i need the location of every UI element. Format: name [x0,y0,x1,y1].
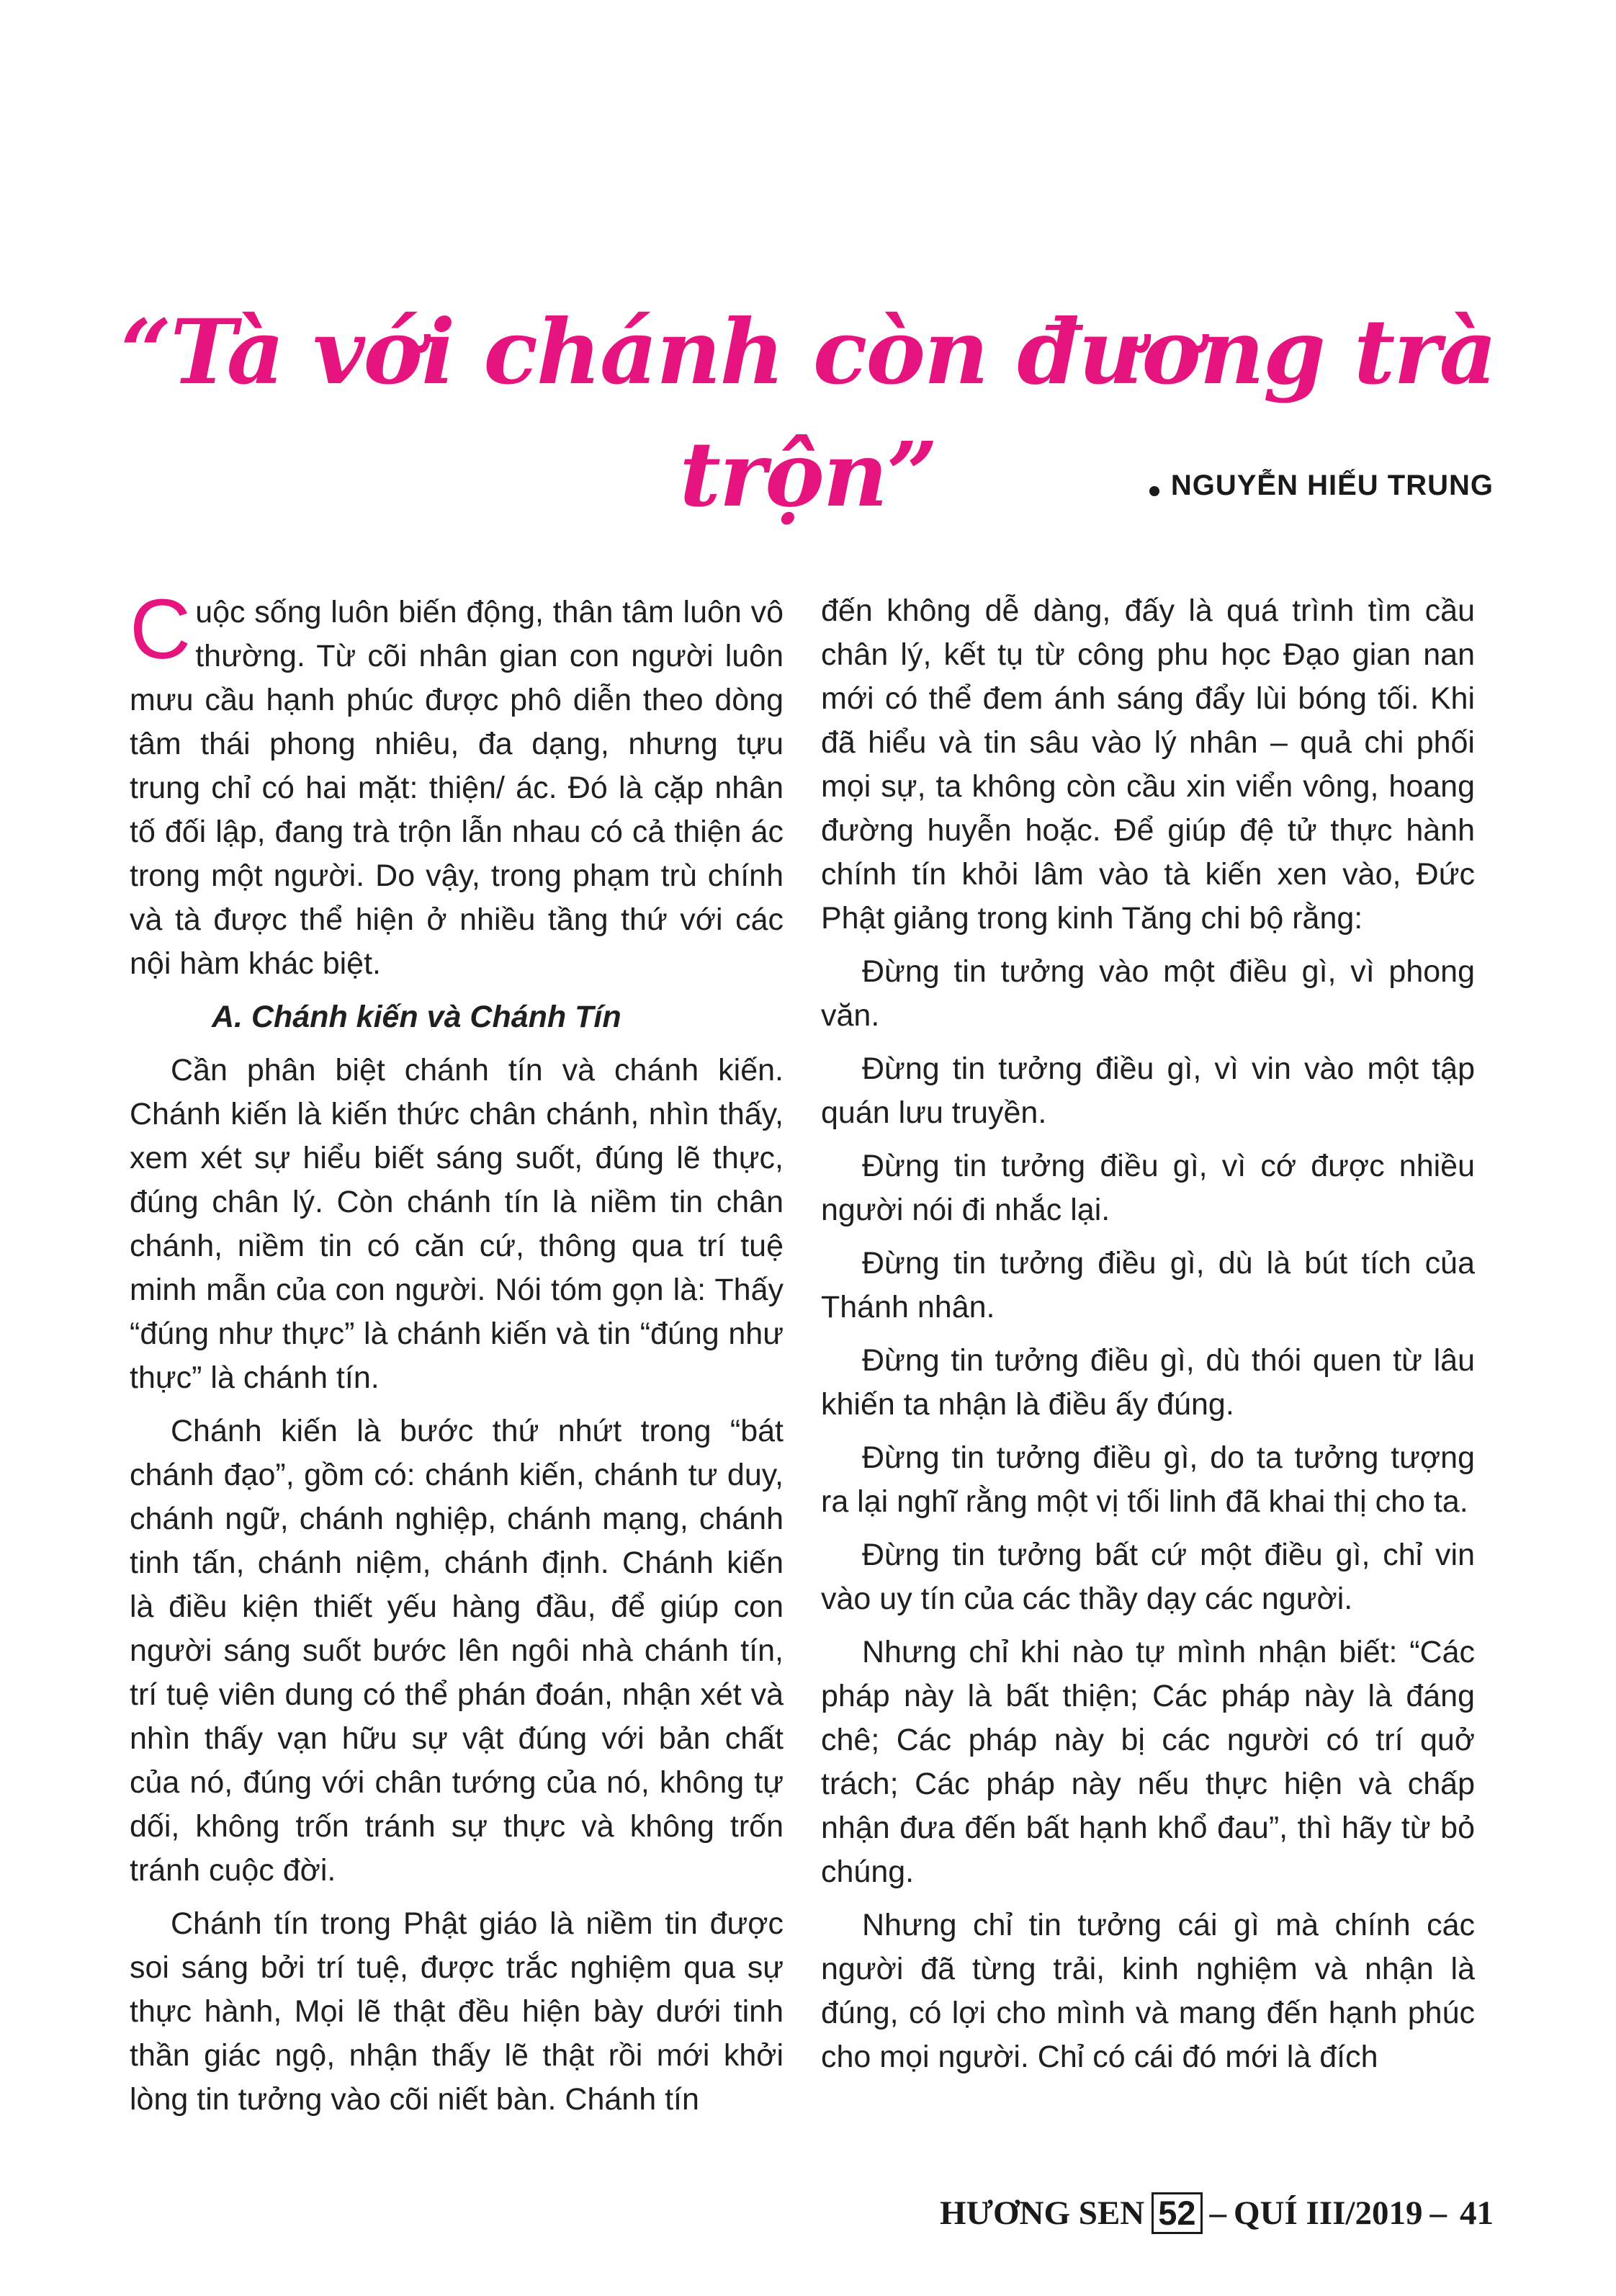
issue-period: QUÍ III/2019 [1234,2194,1423,2232]
continued-paragraph: đến không dễ dàng, đấy là quá trình tìm cầu chân lý, kết tụ từ công phu học Đạo gian nan mới có thể đem ánh sáng đẩy lùi bóng tối. Khi đã hiểu và tin sâu vào lý nhân – quả chi phối mọi sự, ta không còn cầu xin viển vông, hoang đường huyễn hoặc. Để giúp đệ tử thực hành chính tín khỏi lâm vào tà kiến xen vào, Đức Phật giảng trong kinh Tăng chi bộ rằng: [821,593,1475,936]
author-byline [1149,470,1494,502]
page-number: 41 [1460,2194,1494,2232]
right-column [821,589,1475,2109]
left-column [130,582,784,2117]
article-title: “Tà với chánh còn đương trà trộn” [120,300,1496,527]
sutra-quote: Nhưng chỉ khi nào tự mình nhận biết: “Các pháp này là bất thiện; Các pháp này là đáng chê; Các pháp này bị các người có trí quở trách; Các pháp này nếu thực hiện và chấp nhận đưa đến bất hạnh khổ đau”, thì hãy từ bỏ chúng. [821,1635,1475,1889]
page-footer [940,2192,1494,2234]
body-paragraph: Chánh kiến là bước thứ nhứt trong “bát chánh đạo”, gồm có: chánh kiến, chánh tư duy, chánh ngữ, chánh nghiệp, chánh mạng, chánh tinh tấn, chánh niệm, chánh định. Chánh kiến là điều kiện thiết yếu hàng đầu, để giúp con người sáng suốt bước lên ngôi nhà chánh tín, trí tuệ viên dung có thể phán đoán, nhận xét và nhìn thấy vạn hữu sự vật đúng với bản chất của nó, đúng với chân tướng của nó, không tự dối, không trốn tránh sự thực và không trốn tránh cuộc đời. [130,1414,784,1888]
author-name: NGUYỄN HIẾU TRUNG [1170,470,1494,501]
section-heading: A. Chánh kiến và Chánh Tín [212,1000,621,1034]
bullet-icon [1149,486,1159,496]
intro-paragraph [130,582,784,986]
sutra-quote: Đừng tin tưởng điều gì, dù là bút tích của Thánh nhân. [821,1246,1475,1324]
sutra-quote: Đừng tin tưởng điều gì, vì cớ được nhiều người nói đi nhắc lại. [821,1149,1475,1227]
magazine-name: HƯƠNG SEN [940,2194,1145,2232]
footer-separator: – [1429,2194,1447,2232]
sutra-quote: Đừng tin tưởng điều gì, vì vin vào một tập quán lưu truyền. [821,1051,1475,1130]
sutra-quote: Đừng tin tưởng điều gì, dù thói quen từ lâu khiến ta nhận là điều ấy đúng. [821,1343,1475,1422]
sutra-quote: Đừng tin tưởng điều gì, do ta tưởng tượng ra lại nghĩ rằng một vị tối linh đã khai thị cho ta. [821,1440,1475,1519]
sutra-quote: Nhưng chỉ tin tưởng cái gì mà chính các người đã từng trải, kinh nghiệm và nhận là đúng, có lợi cho mình và mang đến hạnh phúc cho mọi người. Chỉ có cái đó mới là đích [821,1908,1475,2074]
body-paragraph: Cần phân biệt chánh tín và chánh kiến. Chánh kiến là kiến thức chân chánh, nhìn thấy, xem xét sự hiểu biết sáng suốt, đúng lẽ thực, đúng chân lý. Còn chánh tín là niềm tin chân chánh, niềm tin có căn cứ, thông qua trí tuệ minh mẫn của con người. Nói tóm gọn là: Thấy “đúng như thực” là chánh kiến và tin “đúng như thực” là chánh tín. [130,1053,784,1395]
sutra-quote: Đừng tin tưởng vào một điều gì, vì phong văn. [821,954,1475,1033]
intro-text: uộc sống luôn biến động, thân tâm luôn vô thường. Từ cõi nhân gian con người luôn mưu cầu hạnh phúc được phô diễn theo dòng tâm thái phong nhiêu, đa dạng, nhưng tựu trung chỉ có hai mặt: thiện/ ác. Đó là cặp nhân tố đối lập, đang trà trộn lẫn nhau có cả thiện ác trong một người. Do vậy, trong phạm trù chính và tà được thể hiện ở nhiều tầng thứ với các nội hàm khác biệt. [130,595,784,981]
sutra-quote: Đừng tin tưởng bất cứ một điều gì, chỉ vin vào uy tín của các thầy dạy các người. [821,1538,1475,1616]
body-paragraph: Chánh tín trong Phật giáo là niềm tin được soi sáng bởi trí tuệ, được trắc nghiệm qua sự thực hành, Mọi lẽ thật đều hiện bày dưới tinh thần giác ngộ, nhận thấy lẽ thật rồi mới khởi lòng tin tưởng vào cõi niết bàn. Chánh tín [130,1906,784,2117]
footer-separator: – [1209,2194,1227,2232]
issue-number: 52 [1152,2192,1202,2234]
drop-cap: C [130,582,192,677]
